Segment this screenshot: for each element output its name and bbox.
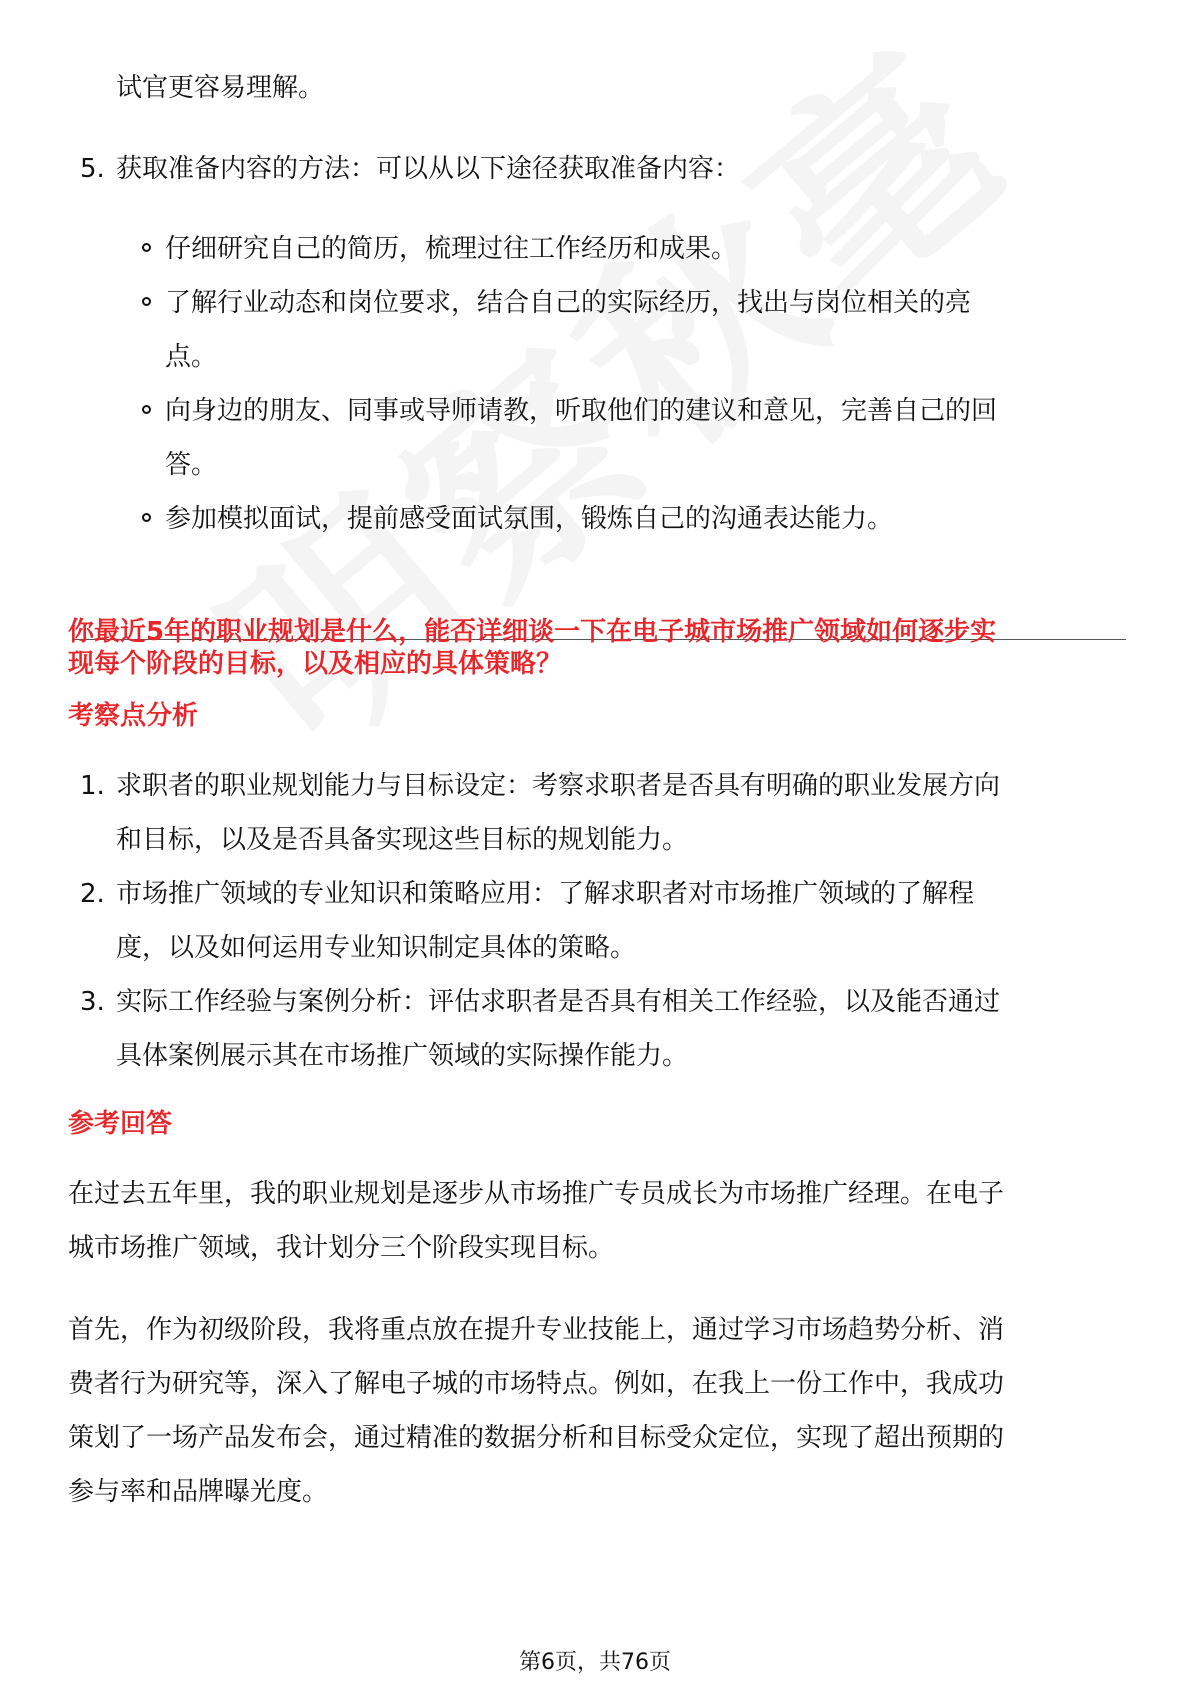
analysis-line: 度，以及如何运用专业知识制定具体的策略。 [116,933,637,963]
bullet-icon [142,297,151,306]
bullet-icon [142,405,151,414]
answer-heading: 参考回答 [68,1109,173,1139]
analysis-heading: 考察点分析 [68,701,199,731]
analysis-line: 市场推广领域的专业知识和策略应用：了解求职者对市场推广领域的了解程 [116,879,975,909]
sub-item-line: 了解行业动态和岗位要求，结合自己的实际经历，找出与岗位相关的亮 [165,288,972,318]
answer-line: 在过去五年里，我的职业规划是逐步从市场推广专员成长为市场推广经理。在电子 [68,1179,1005,1209]
analysis-line: 求职者的职业规划能力与目标设定：考察求职者是否具有明确的职业发展方向 [116,771,1001,801]
answer-line: 策划了一场产品发布会，通过精准的数据分析和目标受众定位，实现了超出预期的 [68,1423,1005,1453]
bullet-icon [142,243,151,252]
continuation-line: 试官更容易理解。 [116,73,325,103]
list-number: 2. [80,879,105,909]
question-line: 你最近5年的职业规划是什么，能否详细谈一下在电子城市场推广领域如何逐步实 [68,617,997,647]
page-footer: 第6页，共76页 [519,1650,671,1675]
list-number: 1. [80,771,105,801]
answer-line: 城市场推广领域，我计划分三个阶段实现目标。 [68,1233,615,1263]
sub-item-line: 参加模拟面试，提前感受面试氛围，锻炼自己的沟通表达能力。 [165,504,894,534]
list-item-text: 获取准备内容的方法：可以从以下途径获取准备内容： [116,154,741,184]
answer-line: 首先，作为初级阶段，我将重点放在提升专业技能上，通过学习市场趋势分析、消 [68,1315,1005,1345]
bullet-icon [142,513,151,522]
question-line: 现每个阶段的目标，以及相应的具体策略？ [68,649,563,679]
sub-item-line: 点。 [165,342,218,372]
list-number: 5. [80,154,105,184]
analysis-line: 和目标，以及是否具备实现这些目标的规划能力。 [116,825,689,855]
sub-item-line: 答。 [165,450,218,480]
answer-line: 费者行为研究等，深入了解电子城的市场特点。例如，在我上一份工作中，我成功 [68,1369,1005,1399]
list-number: 3. [80,987,105,1017]
answer-line: 参与率和品牌曝光度。 [68,1477,329,1507]
sub-item-line: 向身边的朋友、同事或导师请教，听取他们的建议和意见，完善自己的回 [165,396,998,426]
analysis-line: 实际工作经验与案例分析：评估求职者是否具有相关工作经验，以及能否通过 [116,987,1001,1017]
analysis-line: 具体案例展示其在市场推广领域的实际操作能力。 [116,1041,689,1071]
sub-item-line: 仔细研究自己的简历，梳理过往工作经历和成果。 [165,234,738,264]
